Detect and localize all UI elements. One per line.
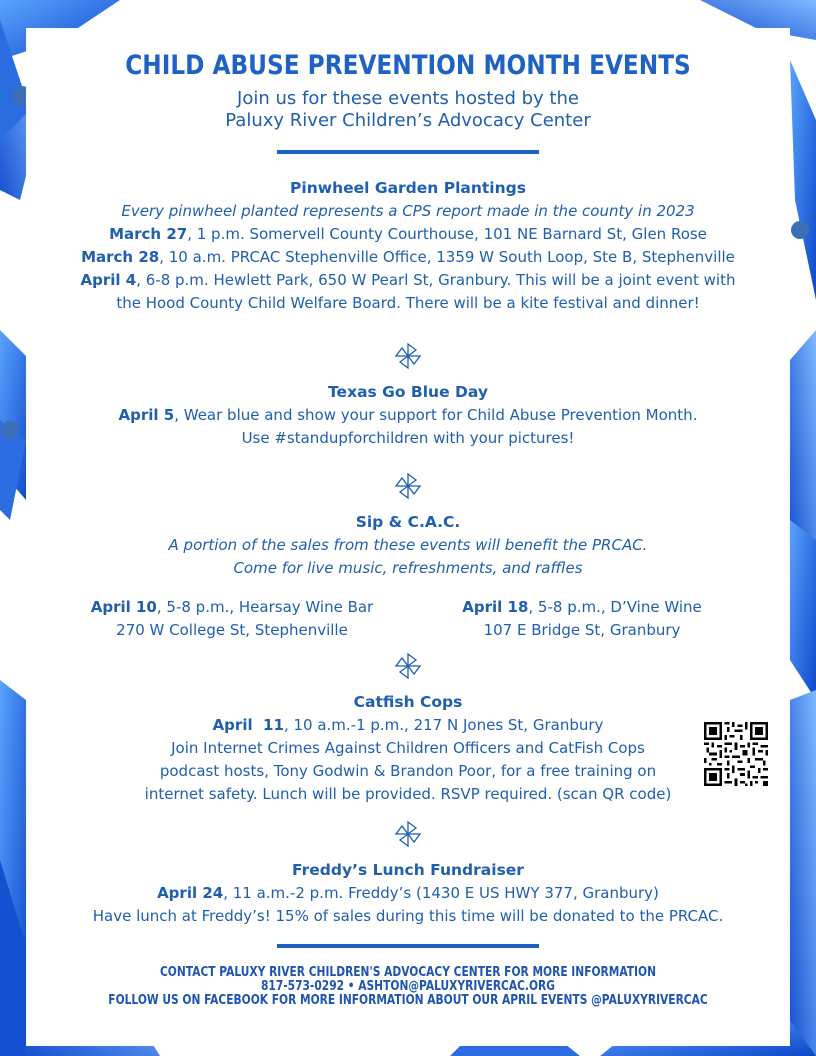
event-date: April 11 bbox=[212, 716, 284, 734]
event-date: April 18 bbox=[462, 598, 529, 616]
event-date: March 27 bbox=[109, 225, 188, 243]
event-line bbox=[26, 882, 790, 905]
event-line bbox=[402, 596, 762, 619]
event-date: April 10 bbox=[90, 598, 157, 616]
top-divider bbox=[277, 150, 539, 154]
event-address: 107 E Bridge St, Granbury bbox=[483, 621, 681, 639]
section-heading: Sip & C.A.C. bbox=[355, 513, 461, 531]
event-detail: , 6-8 p.m. Hewlett Park, 650 W Pearl St, Granbury. This will be a joint event with bbox=[136, 271, 736, 289]
section-go-blue-day bbox=[26, 380, 790, 450]
event-date: April 5 bbox=[118, 406, 175, 424]
event-detail: , 10 a.m. PRCAC Stephenville Office, 1359 W South Loop, Ste B, Stephenville bbox=[159, 248, 735, 266]
section-tagline: Come for live music, refreshments, and raffles bbox=[233, 559, 583, 577]
section-freddys-fundraiser bbox=[26, 858, 790, 928]
pinwheel-icon bbox=[392, 650, 424, 682]
event-line bbox=[26, 269, 790, 292]
page-title: CHILD ABUSE PREVENTION MONTH EVENTS bbox=[125, 50, 691, 81]
footer-phone-email[interactable]: 817-573-0292 • ASHTON@PALUXYRIVERCAC.ORG bbox=[261, 979, 555, 994]
event-date: April 24 bbox=[157, 884, 224, 902]
event-date: April 4 bbox=[80, 271, 137, 289]
event-address: 270 W College St, Stephenville bbox=[116, 621, 348, 639]
event-line-continuation: the Hood County Child Welfare Board. There will be a kite festival and dinner! bbox=[116, 294, 700, 312]
sip-event-left bbox=[52, 596, 412, 642]
event-description: Join Internet Crimes Against Children Officers and CatFish Cops bbox=[171, 739, 645, 757]
event-detail: , 5-8 p.m., Hearsay Wine Bar bbox=[156, 598, 374, 616]
footer-facebook[interactable]: FOLLOW US ON FACEBOOK FOR MORE INFORMATION ABOUT OUR APRIL EVENTS @PALUXYRIVERCAC bbox=[108, 993, 708, 1008]
event-line bbox=[26, 714, 790, 737]
subtitle-line-2: Paluxy River Children’s Advocacy Center bbox=[225, 110, 591, 131]
event-description: internet safety. Lunch will be provided. RSVP required. (scan QR code) bbox=[144, 785, 672, 803]
pinwheel-icon bbox=[392, 340, 424, 372]
bottom-divider bbox=[277, 944, 539, 948]
section-tagline: A portion of the sales from these events will benefit the PRCAC. bbox=[168, 536, 648, 554]
flyer-panel bbox=[26, 28, 790, 1046]
event-line bbox=[26, 246, 790, 269]
event-line-continuation: Have lunch at Freddy’s! 15% of sales during this time will be donated to the PRCAC. bbox=[92, 907, 724, 925]
pinwheel-icon bbox=[392, 818, 424, 850]
section-sip-cac bbox=[26, 510, 790, 580]
section-pinwheel-garden bbox=[26, 176, 790, 315]
event-detail: , 5-8 p.m., D’Vine Wine bbox=[528, 598, 702, 616]
event-detail: , Wear blue and show your support for Child Abuse Prevention Month. bbox=[174, 406, 698, 424]
section-heading: Texas Go Blue Day bbox=[328, 383, 488, 401]
subtitle-line-1: Join us for these events hosted by the bbox=[237, 88, 579, 109]
section-tagline: Every pinwheel planted represents a CPS report made in the county in 2023 bbox=[121, 202, 695, 220]
event-date: March 28 bbox=[81, 248, 160, 266]
pinwheel-icon bbox=[392, 470, 424, 502]
event-line bbox=[26, 223, 790, 246]
event-line bbox=[52, 596, 412, 619]
event-line-continuation: Use #standupforchildren with your pictures! bbox=[241, 429, 575, 447]
footer bbox=[26, 966, 790, 1008]
qr-code[interactable] bbox=[704, 722, 768, 786]
section-heading: Pinwheel Garden Plantings bbox=[290, 179, 526, 197]
sip-event-right bbox=[402, 596, 762, 642]
page-subtitle bbox=[26, 88, 790, 132]
section-heading: Catfish Cops bbox=[353, 693, 463, 711]
footer-contact: CONTACT PALUXY RIVER CHILDREN'S ADVOCACY CENTER FOR MORE INFORMATION bbox=[159, 965, 657, 980]
event-line bbox=[26, 404, 790, 427]
event-detail: , 1 p.m. Somervell County Courthouse, 101 NE Barnard St, Glen Rose bbox=[187, 225, 707, 243]
event-detail: , 11 a.m.-2 p.m. Freddy’s (1430 E US HWY 377, Granbury) bbox=[223, 884, 659, 902]
event-description: podcast hosts, Tony Godwin & Brandon Poor, for a free training on bbox=[159, 762, 657, 780]
section-catfish-cops bbox=[26, 690, 790, 806]
section-heading: Freddy’s Lunch Fundraiser bbox=[292, 861, 524, 879]
event-detail: , 10 a.m.-1 p.m., 217 N Jones St, Granbury bbox=[283, 716, 604, 734]
